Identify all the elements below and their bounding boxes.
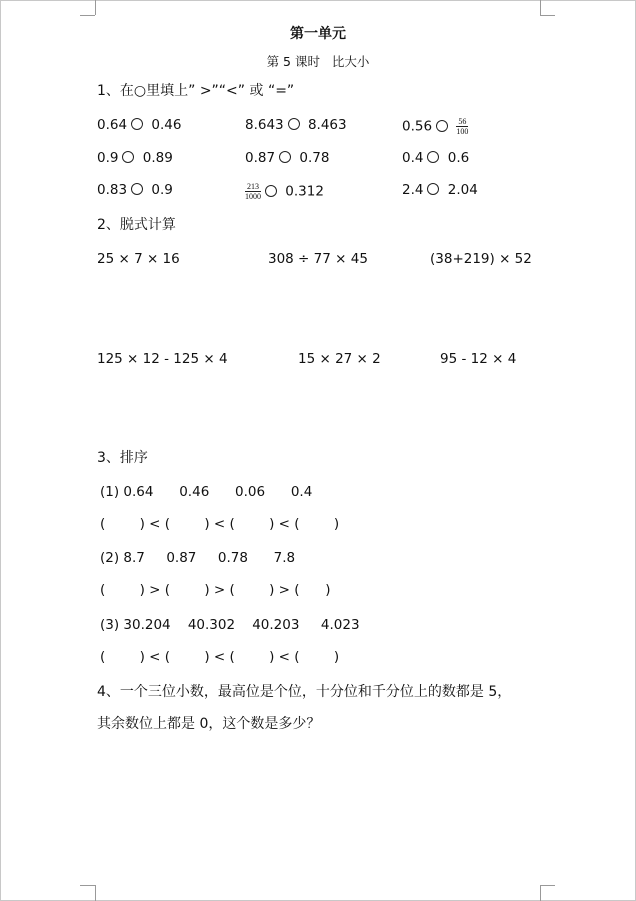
compare-item — [97, 182, 173, 198]
sort-line: (1) 0.64 0.46 0.06 0.4 — [100, 484, 313, 500]
number: 0.9 — [151, 182, 173, 198]
compare-item — [245, 182, 324, 201]
corner-mark — [540, 15, 555, 16]
corner-mark — [80, 15, 95, 16]
corner-mark — [95, 885, 96, 901]
corner-mark — [540, 0, 541, 15]
answer-circle[interactable] — [288, 118, 300, 130]
number: 0.64 — [97, 117, 128, 133]
answer-circle[interactable] — [122, 151, 134, 163]
fraction: $\frac{213}{1000}$ — [245, 182, 261, 201]
number: 0.312 — [285, 183, 324, 200]
compare-item — [245, 117, 347, 133]
expression: (38+219) × 52 — [430, 251, 532, 267]
answer-circle[interactable] — [427, 151, 439, 163]
sort-line: (2) 8.7 0.87 0.78 7.8 — [100, 550, 296, 566]
expression: 25 × 7 × 16 — [97, 251, 180, 267]
compare-item — [97, 117, 181, 133]
number: 0.87 — [245, 150, 276, 166]
expression: 125 × 12 - 125 × 4 — [97, 351, 228, 367]
compare-item — [402, 150, 469, 166]
corner-mark — [540, 885, 555, 886]
sort-blanks: ( ) > ( ) > ( ) > ( ) — [100, 582, 331, 598]
corner-mark — [540, 885, 541, 901]
expression: 95 - 12 × 4 — [440, 351, 517, 367]
number: 0.89 — [142, 150, 173, 166]
number: 0.78 — [299, 150, 330, 166]
answer-circle[interactable] — [131, 183, 143, 195]
number: 8.643 — [245, 117, 284, 133]
number: 0.56 — [402, 118, 433, 135]
number: 2.04 — [447, 182, 478, 198]
number: 0.46 — [151, 117, 182, 133]
compare-item — [97, 150, 173, 166]
number: 0.4 — [402, 150, 424, 166]
answer-circle[interactable] — [265, 185, 277, 197]
compare-item — [402, 117, 468, 136]
compare-item — [402, 182, 478, 198]
q2-heading: 2、脱式计算 — [97, 217, 176, 233]
q4-line-1: 4、一个三位小数，最高位是个位，十分位和千分位上的数都是 5， — [97, 684, 512, 700]
answer-circle[interactable] — [436, 120, 448, 132]
number: 2.4 — [402, 182, 424, 198]
q1-heading: 1、在○里填上” >”“<” 或 “=” — [97, 83, 295, 99]
answer-circle[interactable] — [131, 118, 143, 130]
compare-item — [245, 150, 329, 166]
q4-line-2: 其余数位上都是 0，这个数是多少？ — [97, 716, 321, 732]
number: 0.6 — [447, 150, 470, 166]
number: 0.83 — [97, 182, 128, 198]
answer-circle[interactable] — [427, 183, 439, 195]
corner-mark — [80, 885, 95, 886]
sort-blanks: ( ) < ( ) < ( ) < ( ) — [100, 516, 340, 532]
expression: 308 ÷ 77 × 45 — [268, 251, 368, 267]
fraction: $\frac{56}{100}$ — [456, 117, 469, 136]
sort-line: (3) 30.204 40.302 40.203 4.023 — [100, 617, 360, 633]
page-subtitle: 第 5 课时 比大小 — [266, 54, 370, 69]
number: 0.9 — [97, 150, 119, 166]
corner-mark — [95, 0, 96, 15]
q3-heading: 3、排序 — [97, 450, 148, 466]
answer-circle[interactable] — [279, 151, 291, 163]
page-title: 第一单元 — [290, 26, 346, 42]
expression: 15 × 27 × 2 — [298, 351, 381, 367]
sort-blanks: ( ) < ( ) < ( ) < ( ) — [100, 649, 340, 665]
number: 8.463 — [307, 117, 347, 133]
